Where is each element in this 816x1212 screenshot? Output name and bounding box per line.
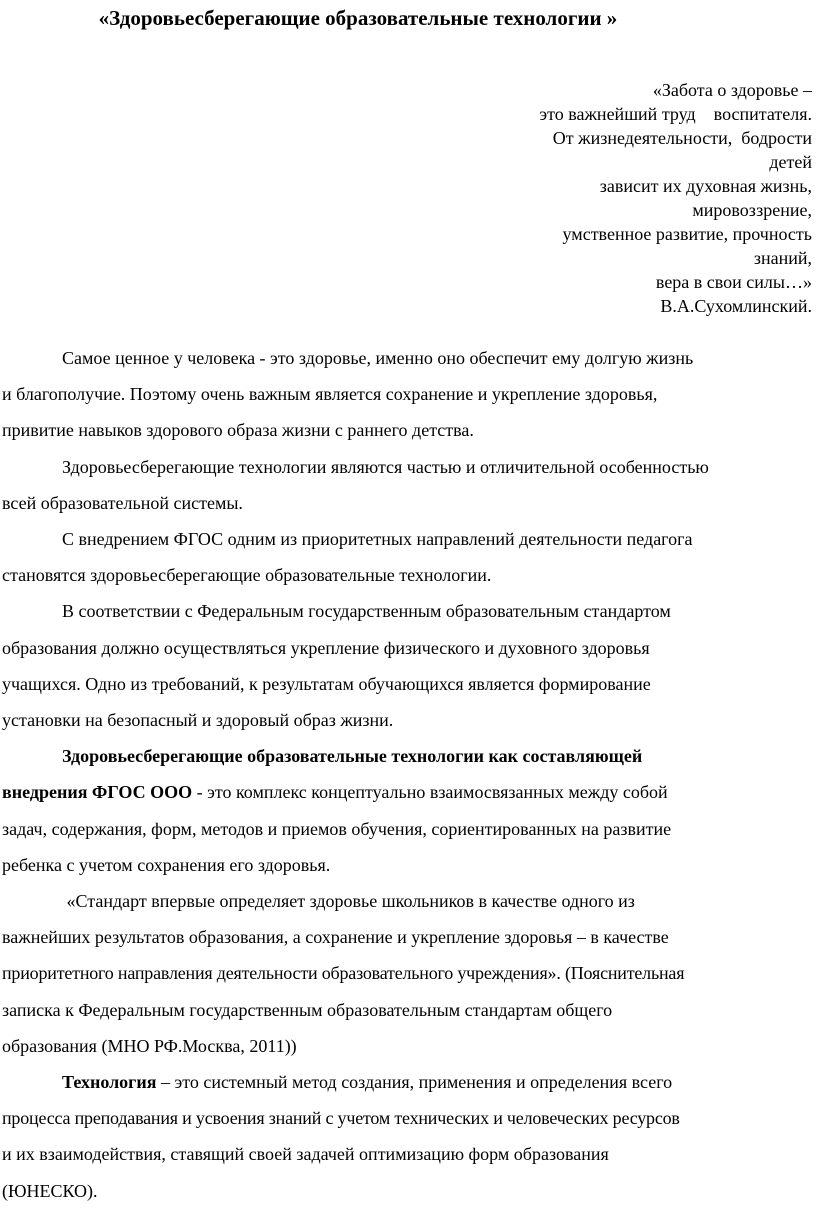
definition-text: – это системный метод создания, применения и определения всего <box>156 1072 673 1093</box>
text-line: Здоровьесберегающие технологии являются частью и отличительной особенностью <box>62 456 709 477</box>
paragraph-federal-standard <box>2 593 814 738</box>
text-line: ребенка с учетом сохранения его здоровья. <box>2 854 331 875</box>
document-title: «Здоровьесберегающие образовательные технологии » <box>98 6 618 30</box>
text-line <box>2 1064 814 1100</box>
paragraph-fgos-priority <box>2 521 814 593</box>
text-line: образования должно осуществляться укрепление физического и духовного здоровья <box>2 637 650 658</box>
paragraph-technology-definition <box>2 1064 814 1209</box>
text-line <box>2 774 814 810</box>
text-line: приоритетного направления деятельности образовательного учреждения». (Пояснительная <box>2 963 685 984</box>
text-line: всей образовательной системы. <box>2 492 243 513</box>
epigraph-line: От жизнедеятельности, бодрости <box>552 128 812 148</box>
paragraph-definition <box>2 738 814 883</box>
text-line: учащихся. Одно из требований, к результатам обучающихся является формирование <box>2 673 651 694</box>
epigraph-author: В.А.Сухомлинский. <box>660 296 812 316</box>
text-line <box>2 738 814 774</box>
text-line: установки на безопасный и здоровый образ жизни. <box>2 710 394 731</box>
text-line: и благополучие. Поэтому очень важным является сохранение и укрепление здоровья, <box>2 384 658 405</box>
epigraph-quote <box>372 78 812 318</box>
epigraph-line: это важнейший труд воспитателя. <box>539 104 812 124</box>
text-line: В соответствии с Федеральным государственным образовательным стандартом <box>62 601 671 622</box>
epigraph-line: умственное развитие, прочность <box>562 224 812 244</box>
text-line: становятся здоровьесберегающие образовательные технологии. <box>2 565 492 586</box>
text-line: «Стандарт впервые определяет здоровье школьников в качестве одного из <box>62 891 635 912</box>
text-line: процесса преподавания и усвоения знаний с учетом технических и человеческих ресурсов <box>2 1108 680 1129</box>
paragraph-health-value <box>2 340 814 449</box>
epigraph-line: «Забота о здоровье – <box>652 80 812 100</box>
bold-definition-term: внедрения ФГОС ООО <box>2 782 193 803</box>
text-line: записка к Федеральным государственным образовательным стандартам общего <box>2 999 613 1020</box>
epigraph-line: вера в свои силы…» <box>655 272 812 292</box>
epigraph-line: детей <box>769 152 812 172</box>
text-line: Самое ценное у человека - это здоровье, именно оно обеспечит ему долгую жизнь <box>62 348 694 368</box>
text-line: задач, содержания, форм, методов и приемов обучения, сориентированных на развитие <box>2 818 672 839</box>
paragraph-technologies-part <box>2 449 814 521</box>
text-line: важнейших результатов образования, а сохранение и укрепление здоровья – в качестве <box>2 927 669 948</box>
bold-technology-term: Технология <box>62 1072 157 1093</box>
text-line: образования (МНО РФ.Москва, 2011)) <box>2 1035 297 1056</box>
definition-text: - это комплекс концептуально взаимосвязанных между собой <box>192 782 668 803</box>
bold-definition-term: Здоровьесберегающие образовательные технологии как составляющей <box>62 746 643 767</box>
epigraph-line: знаний, <box>753 248 812 268</box>
text-line: С внедрением ФГОС одним из приоритетных направлений деятельности педагога <box>62 529 693 550</box>
text-line: и их взаимодействия, ставящий своей задачей оптимизацию форм образования <box>2 1144 609 1165</box>
epigraph-line: зависит их духовная жизнь, <box>599 176 812 196</box>
paragraph-standard-quote <box>2 883 814 1064</box>
text-line: привитие навыков здорового образа жизни с раннего детства. <box>2 420 474 441</box>
epigraph-line: мировоззрение, <box>692 200 812 220</box>
text-line: (ЮНЕСКО). <box>2 1180 98 1201</box>
document-body <box>2 340 814 1209</box>
